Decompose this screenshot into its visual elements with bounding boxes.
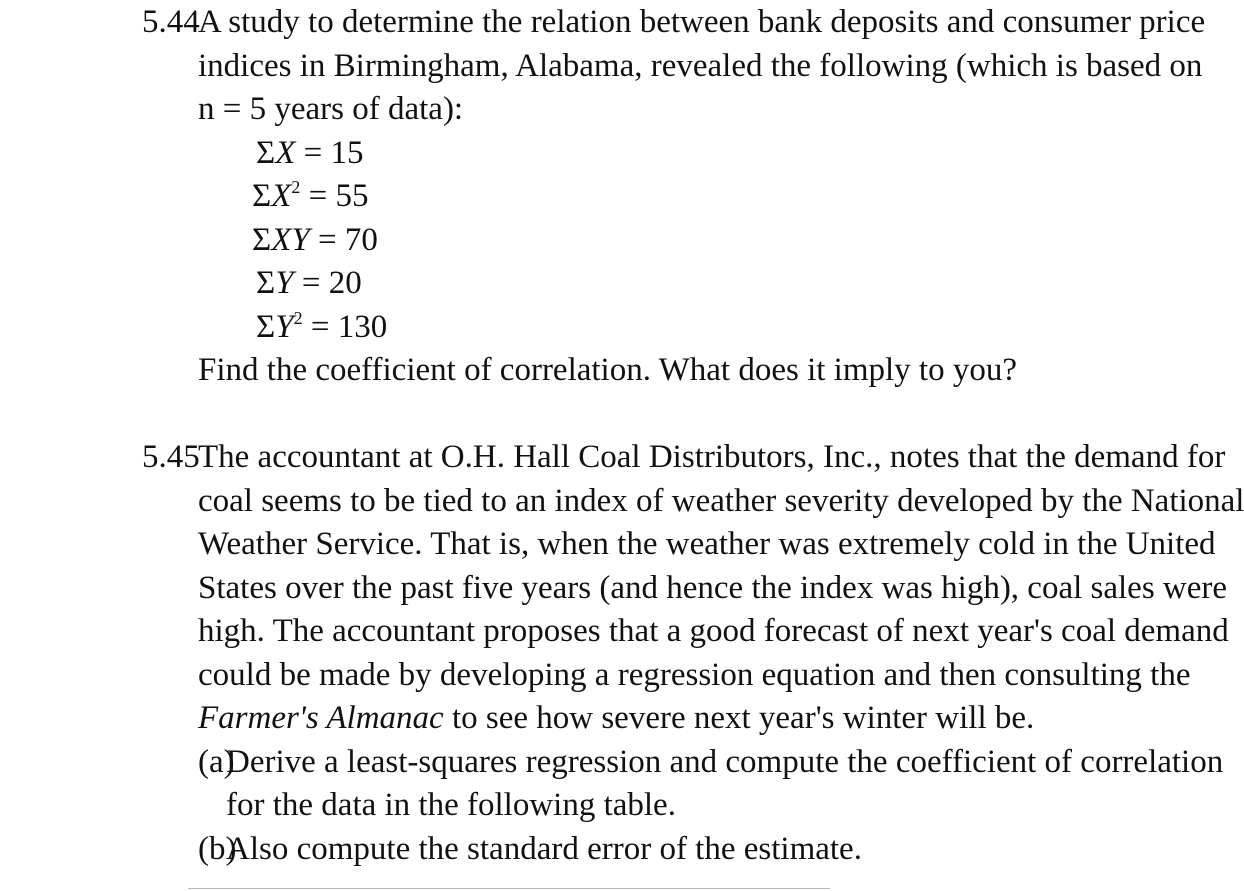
sum-y: ΣY = 20 [256,265,362,301]
problem-5-44 [142,1,1206,393]
statement-line: could be made by developing a regression equation and then consulting the [198,656,1191,693]
problem-number: 5.45 [142,439,200,475]
almanac-title: Farmer's Almanac [198,700,444,736]
problem-number: 5.44 [142,4,200,40]
subitem-a-continuation: for the data in the following table. [226,787,676,823]
summation-list [198,132,902,350]
sum-x-squared: $\Sigma X^2 = 55$ [252,177,369,214]
subitem-b [198,828,902,872]
subitem-a [198,741,1224,785]
statement-line: coal seems to be tied to an index of weather severity developed by the National [198,482,1244,519]
subitem-text: Derive a least-squares regression and compute the coefficient of correlation [226,743,1224,780]
subitem-text: Also compute the standard error of the estimate. [226,830,862,867]
table-top-rule [188,888,830,889]
problem-5-45 [142,436,1244,871]
statement-line: A study to determine the relation between bank deposits and consumer price [198,4,1206,40]
statement-line: n = 5 years of data): [198,91,464,127]
problem-question [198,349,1017,393]
statement-line: Farmer's Almanac to see how severe next year's winter will be. [198,700,1035,736]
problem-statement [198,436,1244,871]
subitem-label: (a) [198,743,235,780]
statement-line: The accountant at O.H. Hall Coal Distributors, Inc., notes that the demand for [198,439,1226,475]
statement-line: high. The accountant proposes that a good forecast of next year's coal demand [198,613,1229,649]
sum-x: ΣX = 15 [256,134,364,171]
subitem-label: (b) [198,830,237,867]
sum-xy: ΣXY = 70 [252,221,378,258]
question-line: Find the coefficient of correlation. What does it imply to you? [198,352,1017,388]
statement-line: indices in Birmingham, Alabama, revealed the following (which is based on [198,47,1203,84]
statement-line: States over the past five years (and hence the index was high), coal sales were [198,569,1228,606]
sum-y-squared: $\Sigma Y^2 = 130$ [256,307,388,345]
statement-line: Weather Service. That is, when the weather was extremely cold in the United [198,526,1216,562]
problem-statement [198,1,1206,132]
